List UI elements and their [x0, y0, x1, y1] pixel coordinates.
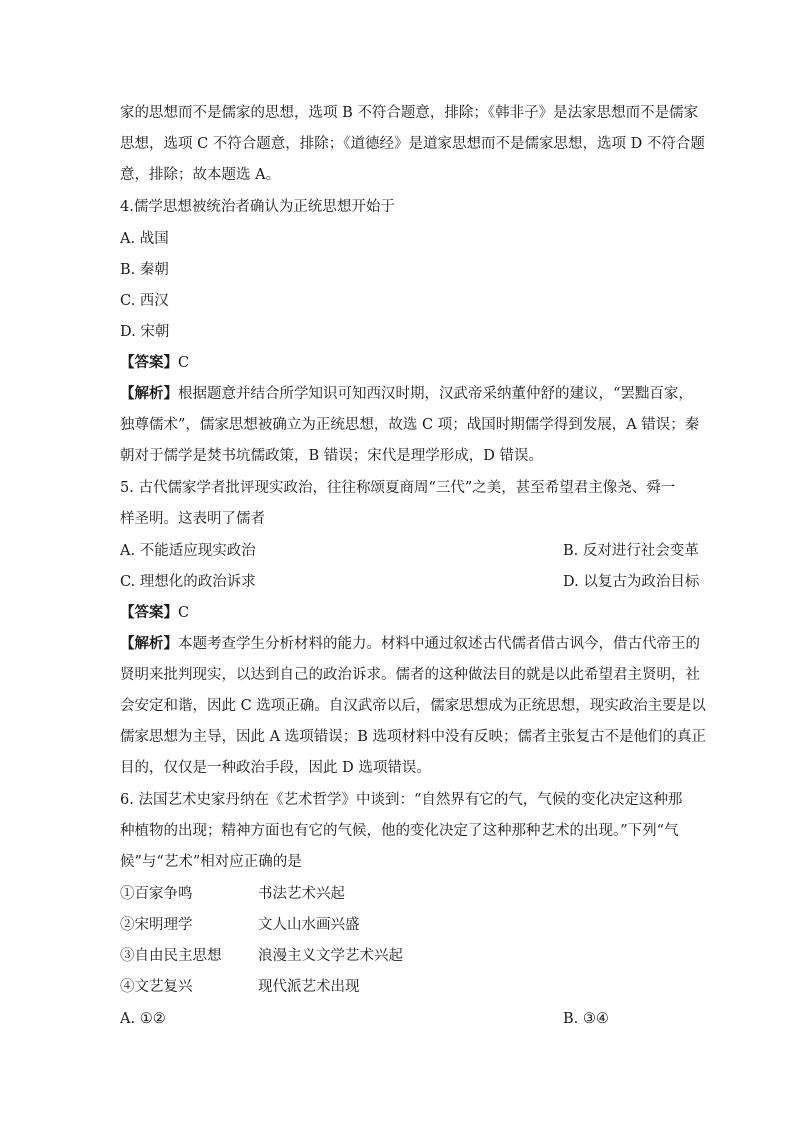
- q5-option-d: D. 以复古为政治目标: [563, 574, 700, 590]
- q6-option-b: B. ③④: [563, 1011, 609, 1027]
- q4-analysis-line-1: [120, 384, 693, 404]
- prev-explanation-line-2: 思想，选项 C 不符合题意，排除；《道德经》是道家思想而不是儒家思想，选项 D 不符合题: [120, 136, 705, 152]
- prev-explanation-line-3: 意，排除；故本题选 A。: [120, 167, 281, 183]
- q6-stem-line-1: 6. 法国艺术史家丹纳在《艺术哲学》中谈到：“自然界有它的气，气候的变化决定这种那: [120, 792, 683, 808]
- q5-options-row-2: [120, 572, 700, 592]
- q4-option-b: B. 秦朝: [120, 262, 169, 278]
- q5-stem-line-1: 5. 古代儒家学者批评现实政治，往往称颂夏商周“三代”之美，甚至希望君主像尧、舜一: [120, 480, 676, 496]
- q5-analysis-line-3: 会安定和谐，因此 C 选项正确。自汉武帝以后，儒家思想成为正统思想，现实政治主要是以: [120, 698, 706, 714]
- q5-option-a: A. 不能适应现实政治: [120, 543, 256, 559]
- q6-stem-line-2: 种植物的出现；精神方面也有它的气候，他的变化决定了这种那种艺术的出现。”下列“气: [120, 823, 679, 839]
- q5-answer: [120, 603, 680, 623]
- q5-answer-value: C: [178, 605, 190, 621]
- q6-pair-1-climate: ①百家争鸣: [120, 886, 193, 902]
- q5-options-row-1: [120, 541, 699, 561]
- prev-explanation-line-1: 家的思想而不是儒家的思想，选项 B 不符合题意，排除；《韩非子》是法家思想而不是儒家: [120, 105, 699, 121]
- q4-analysis-line-2: 独尊儒术”，儒家思想被确立为正统思想，故选 C 项；战国时期儒学得到发展，A 错误；秦: [120, 417, 700, 433]
- q4-analysis-text-1: 根据题意并结合所学知识可知西汉时期，汉武帝采纳董仲舒的建议，“罢黜百家，: [178, 386, 693, 402]
- q5-analysis-tag: 【解析】: [120, 635, 178, 652]
- q6-pair-4: [120, 977, 680, 997]
- q6-pair-2: [120, 915, 680, 935]
- q5-analysis-line-1: [120, 634, 700, 654]
- q6-options-row-1: [120, 1009, 680, 1029]
- q6-pair-1: [120, 884, 680, 904]
- q4-answer: [120, 353, 680, 373]
- q4-option-a: A. 战国: [120, 231, 169, 247]
- q4-option-c: C. 西汉: [120, 293, 169, 309]
- q4-answer-tag: 【答案】: [120, 354, 178, 371]
- q4-stem: 4.儒学思想被统治者确认为正统思想开始于: [120, 199, 395, 215]
- q6-pair-3: [120, 946, 680, 966]
- q6-pair-1-art: 书法艺术兴起: [258, 886, 345, 902]
- q4-option-d: D. 宋朝: [120, 324, 170, 340]
- q6-pair-4-climate: ④文艺复兴: [120, 979, 193, 995]
- q4-analysis-tag: 【解析】: [120, 385, 178, 402]
- q5-option-b: B. 反对进行社会变革: [563, 543, 699, 559]
- q5-option-c: C. 理想化的政治诉求: [120, 574, 256, 590]
- q5-stem-line-2: 样圣明。这表明了儒者: [120, 511, 265, 527]
- q5-analysis-text-1: 本题考查学生分析材料的能力。材料中通过叙述古代儒者借古讽今，借古代帝王的: [178, 636, 700, 652]
- q5-analysis-line-4: 儒家思想为主导，因此 A 选项错误；B 选项材料中没有反映；儒者主张复古不是他们的真正: [120, 729, 706, 745]
- q6-stem-line-3: 候”与“艺术”相对应正确的是: [120, 854, 302, 870]
- q6-pair-2-art: 文人山水画兴盛: [258, 917, 360, 933]
- q6-option-a: A. ①②: [120, 1011, 166, 1027]
- q6-pair-3-climate: ③自由民主思想: [120, 948, 222, 964]
- q6-pair-4-art: 现代派艺术出现: [258, 979, 360, 995]
- q4-answer-value: C: [178, 355, 190, 371]
- q4-analysis-line-3: 朝对于儒学是焚书坑儒政策，B 错误；宋代是理学形成，D 错误。: [120, 448, 543, 464]
- q5-analysis-line-2: 贤明来批判现实，以达到自己的政治诉求。儒者的这种做法目的就是以此希望君主贤明，社: [120, 667, 700, 683]
- q6-pair-2-climate: ②宋明理学: [120, 917, 193, 933]
- q5-analysis-line-5: 目的，仅仅是一种政治手段，因此 D 选项错误。: [120, 760, 431, 776]
- q5-answer-tag: 【答案】: [120, 604, 178, 621]
- q6-pair-3-art: 浪漫主义文学艺术兴起: [258, 948, 403, 964]
